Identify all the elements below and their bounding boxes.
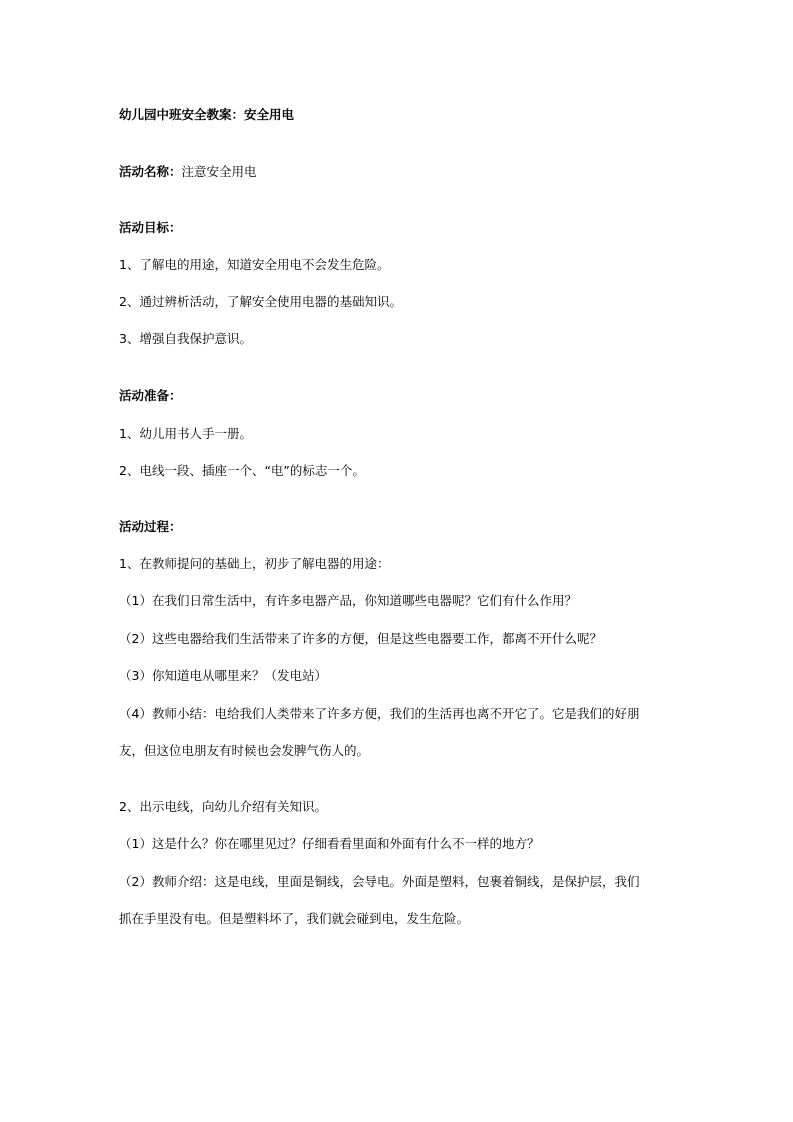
process-item: （3）你知道电从哪里来？（发电站） [119,668,327,683]
process-item: 2、出示电线，向幼儿介绍有关知识。 [119,799,327,814]
prep-item: 2、电线一段、插座一个、“电”的标志一个。 [119,463,365,478]
process-item: （4）教师小结：电给我们人类带来了许多方便，我们的生活再也离不开它了。它是我们的好朋 [119,706,640,721]
document-title: 幼儿园中班安全教案：安全用电 [119,107,295,122]
goal-item: 1、了解电的用途，知道安全用电不会发生危险。 [119,257,390,272]
process-item: 抓在手里没有电。但是塑料坏了，我们就会碰到电，发生危险。 [119,911,470,926]
prep-item: 1、幼儿用书人手一册。 [119,426,252,441]
process-item: （2）教师介绍：这是电线，里面是铜线，会导电。外面是塑料，包裹着铜线，是保护层，我们 [119,874,640,889]
goal-item: 3、增强自我保护意识。 [119,331,252,346]
process-item: 1、在教师提问的基础上，初步了解电器的用途： [119,556,390,571]
process-heading: 活动过程： [119,519,182,534]
activity-name-label: 活动名称： [119,164,182,179]
process-item: （2）这些电器给我们生活带来了许多的方便，但是这些电器要工作，都离不开什么呢？ [119,631,602,646]
process-item: （1）这是什么？你在哪里见过？仔细看看里面和外面有什么不一样的地方？ [119,836,540,851]
activity-name-line [119,164,257,180]
prep-heading: 活动准备： [119,388,182,403]
process-item: 友，但这位电朋友有时候也会发脾气伤人的。 [119,743,370,758]
goals-heading: 活动目标： [119,220,182,235]
goal-item: 2、通过辨析活动，了解安全使用电器的基础知识。 [119,294,402,309]
activity-name-value: 注意安全用电 [181,164,257,179]
process-item: （1）在我们日常生活中，有许多电器产品，你知道哪些电器呢？它们有什么作用？ [119,593,577,608]
